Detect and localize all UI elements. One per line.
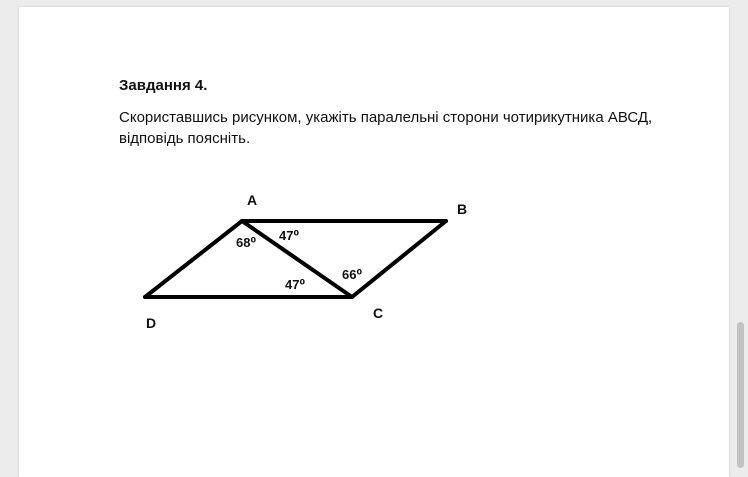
task-text: Скориставшись рисунком, укажіть паралельні сторони чотирикутника АВСД, відповідь поясніть. (119, 109, 653, 147)
scrollbar-thumb[interactable] (737, 322, 744, 468)
angle-label-cab: 47⁰ (279, 228, 300, 243)
vertex-label-a: A (247, 192, 258, 208)
angle-label-acd: 47⁰ (285, 277, 306, 292)
vertex-label-b: B (457, 201, 468, 217)
task-title: Завдання 4. (119, 77, 208, 94)
angle-label-dac: 68⁰ (236, 235, 257, 250)
side-da (145, 221, 242, 297)
side-bc (352, 221, 446, 297)
vertex-label-d: D (146, 315, 157, 331)
angle-label-acb: 66⁰ (342, 267, 363, 282)
vertex-label-c: C (373, 305, 384, 321)
